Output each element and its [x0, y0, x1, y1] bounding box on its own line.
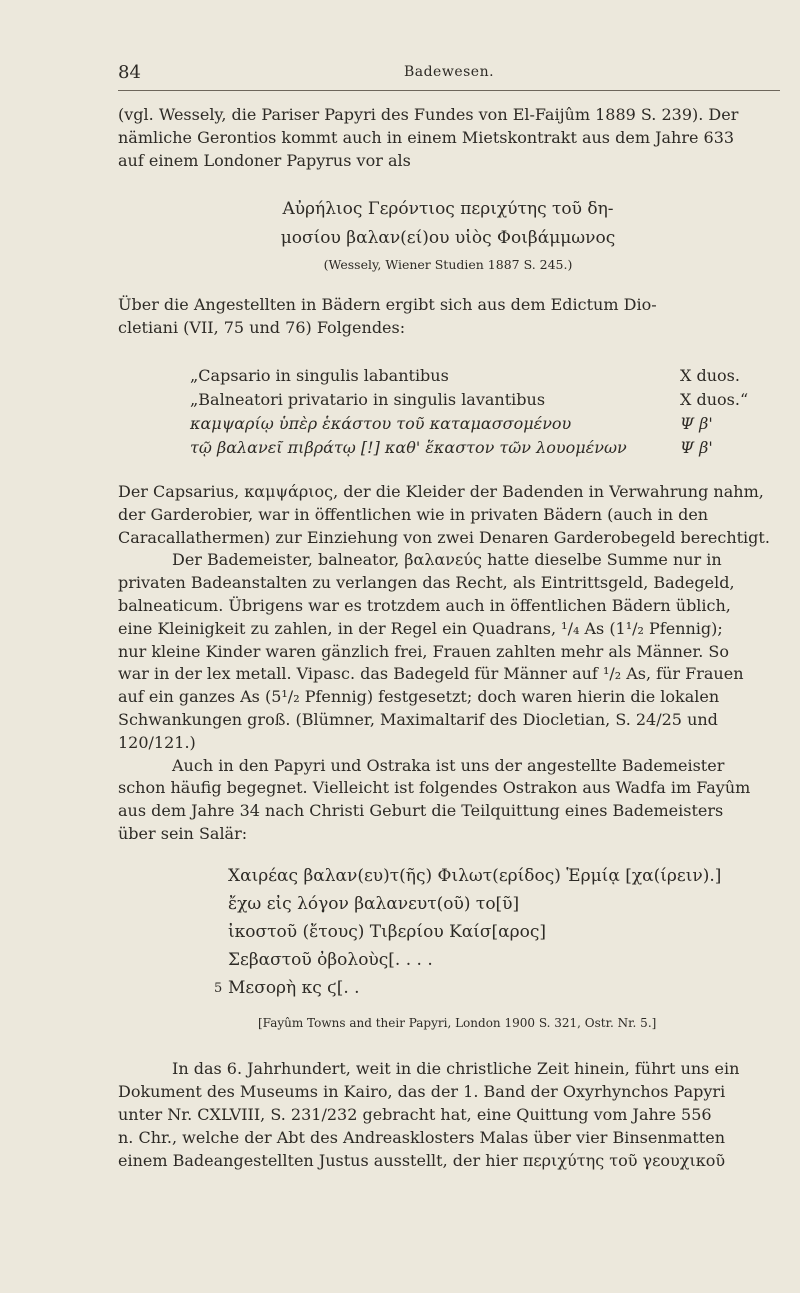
ostrakon-line-text: ἔχω εἰς λόγον βαλανευτ(οῦ) το[ῦ] [228, 894, 520, 914]
text-line: Auch in den Papyri und Ostraka ist uns der angestellte Bademeister [172, 755, 725, 775]
text-line: einem Badeangestellten Justus ausstellt, der hier περιχύτης τοῦ γεουχικοῦ [118, 1151, 726, 1170]
text-line: n. Chr., welche der Abt des Andreasklosters Malas über vier Binsenmatten [118, 1128, 725, 1147]
paragraph-intro [118, 103, 778, 172]
paragraph-edict-intro [118, 293, 778, 339]
text-line: 120/121.) [118, 732, 196, 752]
ostrakon-line [228, 950, 788, 978]
text-line: auf einem Londoner Papyrus vor als [118, 151, 411, 170]
greek-line: Αὐρήλιος Γερόντιος περιχύτης τοῦ δη- [282, 199, 614, 219]
edict-row [190, 438, 780, 462]
text-line: nämliche Gerontios kommt auch in einem Mietskontrakt aus dem Jahre 633 [118, 128, 735, 147]
page-header [118, 62, 780, 91]
edict-row [190, 414, 780, 438]
line-number: 5 [214, 981, 223, 996]
text-line: nur kleine Kinder waren gänzlich frei, Frauen zahlten mehr als Männer. So [118, 641, 730, 661]
edict-row [190, 390, 780, 414]
text-line: der Garderobier, war in öffentlichen wie in privaten Bädern (auch in den [118, 504, 709, 524]
text-line: Über die Angestellten in Bädern ergibt sich aus dem Edictum Dio- [118, 295, 657, 314]
edict-table [190, 366, 780, 462]
ostrakon-line [214, 978, 788, 1006]
text-line: aus dem Jahre 34 nach Christi Geburt die Teilquittung eines Bademeisters [118, 801, 724, 821]
text-line: balneaticum. Übrigens war es trotzdem auch in öffentlichen Bädern üblich, [118, 595, 731, 615]
text-line: In das 6. Jahrhundert, weit in die christliche Zeit hinein, führt uns ein [172, 1059, 740, 1078]
text-line: Der Capsarius, καμψάριος, der die Kleider der Badenden in Verwahrung nahm, [118, 482, 764, 501]
edict-text: καμψαρίῳ ὑπὲρ ἑκάστου τοῦ καταμασσομένου [190, 414, 572, 433]
text-line: schon häufig begegnet. Vielleicht ist folgendes Ostrakon aus Wadfa im Fayûm [118, 778, 751, 798]
edict-amount: Ψ β' [680, 414, 713, 433]
text-line: (vgl. Wessely, die Pariser Papyri des Fundes von El-Faijûm 1889 S. 239). Der [118, 105, 739, 124]
greek-line: μοσίου βαλαν(εί)ου υἱὸς Φοιβάμμωνος [280, 228, 616, 248]
edict-text: τῷ βαλανεῖ πιβράτῳ [!] καθ' ἕκαστον τῶν λουομένων [190, 438, 627, 457]
text-line: über sein Salär: [118, 823, 248, 843]
ostrakon-line [228, 894, 788, 922]
ostrakon-line [228, 922, 788, 950]
text-line: cletiani (VII, 75 und 76) Folgendes: [118, 318, 406, 337]
text-line: Caracallathermen) zur Einziehung von zwei Denaren Garderobegeld berechtigt. [118, 527, 770, 547]
ostrakon-line-text: Σεβαστοῦ ὀβολοὺς[. . . . [228, 950, 433, 970]
ostrakon-line-text: ἰκοστοῦ (ἔτους) Τιβερίου Καίσ[αρος] [228, 922, 547, 942]
edict-row [190, 366, 780, 390]
running-title: Badewesen. [403, 64, 495, 80]
text-line: Schwankungen groß. (Blümner, Maximaltarif des Diocletian, S. 24/25 und [118, 709, 718, 729]
ostrakon-text [214, 866, 788, 1006]
edict-amount: Ψ β' [680, 438, 713, 457]
ostrakon-citation: [Fayûm Towns and their Papyri, London 1900 S. 321, Ostr. Nr. 5.] [258, 1016, 657, 1030]
text-line: Dokument des Museums in Kairo, das der 1. Band der Oxyrhynchos Papyri [118, 1082, 726, 1101]
edict-text: „Balneatori privatario in singulis lavantibus [190, 390, 546, 409]
text-line: unter Nr. CXLVIII, S. 231/232 gebracht hat, eine Quittung vom Jahre 556 [118, 1105, 712, 1124]
paragraph-oxyrhynchos [118, 1057, 778, 1172]
ostrakon-line-text: Χαιρέας βαλαν(ευ)τ(ῆς) Φιλωτ(ερίδος) Ἑρμίᾳ [χα(ίρειν).] [228, 866, 722, 886]
edict-amount: X duos. [680, 366, 740, 385]
text-line: Der Bademeister, balneator, βαλανεύς hatte dieselbe Summe nur in [172, 550, 722, 570]
text-line: war in der lex metall. Vipasc. das Badegeld für Männer auf ¹/₂ As, für Frauen [118, 664, 744, 684]
text-line: eine Kleinigkeit zu zahlen, in der Regel ein Quadrans, ¹/₄ As (1¹/₂ Pfennig); [118, 618, 723, 638]
edict-amount: X duos.“ [680, 390, 749, 409]
ostrakon-line-text: Μεσορὴ κς ϛ[. . [228, 978, 360, 998]
paragraph-capsarius [118, 481, 778, 846]
page-number: 84 [118, 62, 141, 83]
edict-text: „Capsario in singulis labantibus [190, 366, 449, 385]
greek-quotation [118, 195, 778, 253]
greek-citation: (Wessely, Wiener Studien 1887 S. 245.) [323, 257, 573, 272]
text-line: privaten Badeanstalten zu verlangen das Recht, als Eintrittsgeld, Badegeld, [118, 573, 735, 593]
ostrakon-line [228, 866, 788, 894]
text-line: auf ein ganzes As (5¹/₂ Pfennig) festgesetzt; doch waren hierin die lokalen [118, 687, 720, 707]
